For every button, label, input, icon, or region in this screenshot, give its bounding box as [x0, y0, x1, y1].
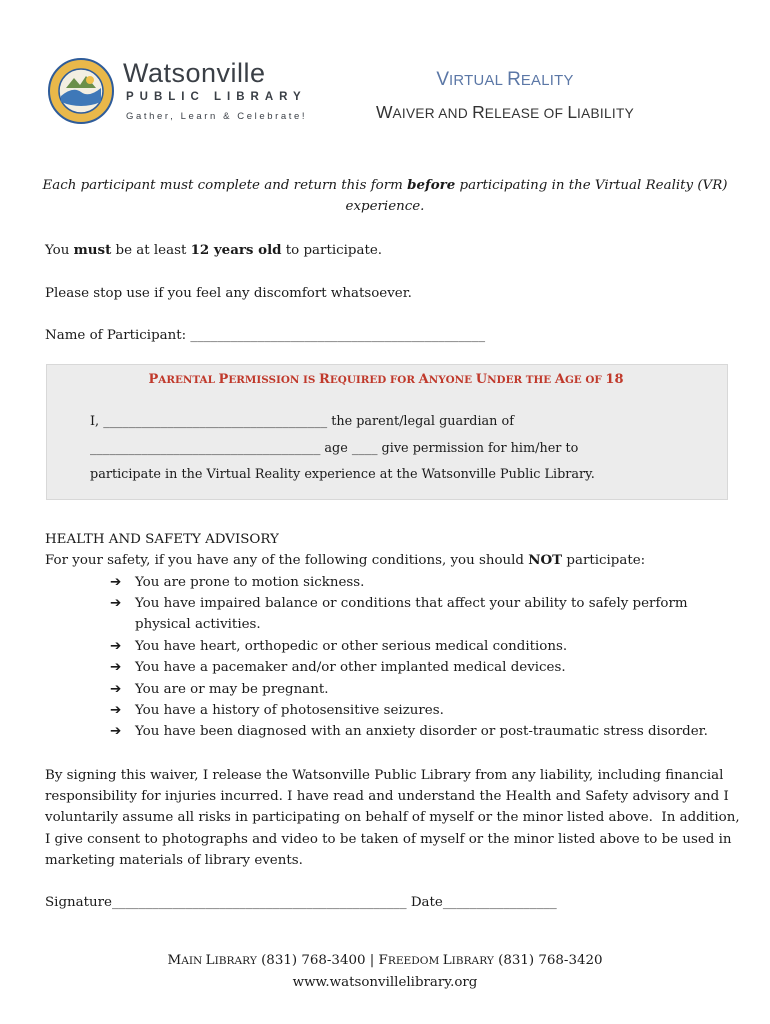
advisory-item: ➔ You have a history of photosensitive seizures. [110, 703, 444, 718]
participant-name-field[interactable]: Name of Participant: ____________________________________________ [45, 328, 486, 343]
arrow-icon: ➔ [110, 660, 122, 675]
age-requirement: You must be at least 12 years old to participate. [45, 242, 383, 258]
minor-name-age-field[interactable]: ____________________________________ age ____ give permission for him/her to [90, 441, 579, 456]
arrow-icon: ➔ [110, 596, 122, 611]
library-name: Watsonville [123, 58, 266, 88]
parental-permission-title: PARENTAL PERMISSION IS REQUIRED FOR ANYONE UNDER THE AGE OF 18 [148, 372, 624, 387]
release-paragraph-line: By signing this waiver, I release the Watsonville Public Library from any liability, including financial [45, 768, 724, 783]
arrow-icon: ➔ [110, 575, 122, 590]
discomfort-notice: Please stop use if you feel any discomfort whatsoever. [45, 286, 412, 301]
library-subtitle: PUBLIC LIBRARY [126, 91, 307, 103]
release-paragraph-line: responsibility for injuries incurred. I have read and understand the Health and Safety advisory and I [45, 789, 729, 804]
advisory-lead: For your safety, if you have any of the following conditions, you should NOT participate: [45, 552, 646, 568]
arrow-icon: ➔ [110, 703, 122, 718]
footer-phone-numbers: MAIN LIBRARY (831) 768-3400 | FREEDOM LIBRARY (831) 768-3420 [167, 953, 603, 968]
signature-date-field[interactable]: Signature____________________________________________ Date_________________ [45, 895, 557, 910]
arrow-icon: ➔ [110, 639, 122, 654]
advisory-item: ➔ You are or may be pregnant. [110, 682, 329, 697]
advisory-heading: HEALTH AND SAFETY ADVISORY [45, 532, 279, 547]
form-title: VIRTUAL REALITY [436, 69, 574, 90]
advisory-item: ➔ You have a pacemaker and/or other implanted medical devices. [110, 660, 566, 675]
advisory-item: ➔ You have heart, orthopedic or other serious medical conditions. [110, 639, 568, 654]
library-tagline: Gather, Learn & Celebrate! [126, 111, 308, 122]
release-paragraph-line: I give consent to photographs and video to be taken of myself or the minor listed above to be used in [45, 832, 732, 847]
advisory-item: ➔ You have been diagnosed with an anxiety disorder or post-traumatic stress disorder. [110, 724, 708, 739]
permission-statement: participate in the Virtual Reality experience at the Watsonville Public Library. [90, 467, 595, 482]
footer-website-link[interactable]: www.watsonvillelibrary.org [292, 975, 478, 990]
intro-instructions: Each participant must complete and return this form before participating in the Virtual Reality (VR) experience. [42, 177, 728, 214]
form-subtitle: WAIVER AND RELEASE OF LIABILITY [375, 102, 635, 122]
release-paragraph-line: marketing materials of library events. [45, 853, 303, 868]
release-paragraph-line: voluntarily assume all risks in participating on behalf of myself or the minor listed above. In addition, [45, 810, 740, 825]
advisory-item: ➔ You are prone to motion sickness. [110, 575, 365, 590]
advisory-item: ➔ You have impaired balance or conditions that affect your ability to safely perform physical activities. [110, 596, 688, 632]
arrow-icon: ➔ [110, 682, 122, 697]
arrow-icon: ➔ [110, 724, 122, 739]
library-seal-logo [48, 58, 114, 124]
guardian-name-field[interactable]: I, ___________________________________ the parent/legal guardian of [90, 414, 514, 429]
